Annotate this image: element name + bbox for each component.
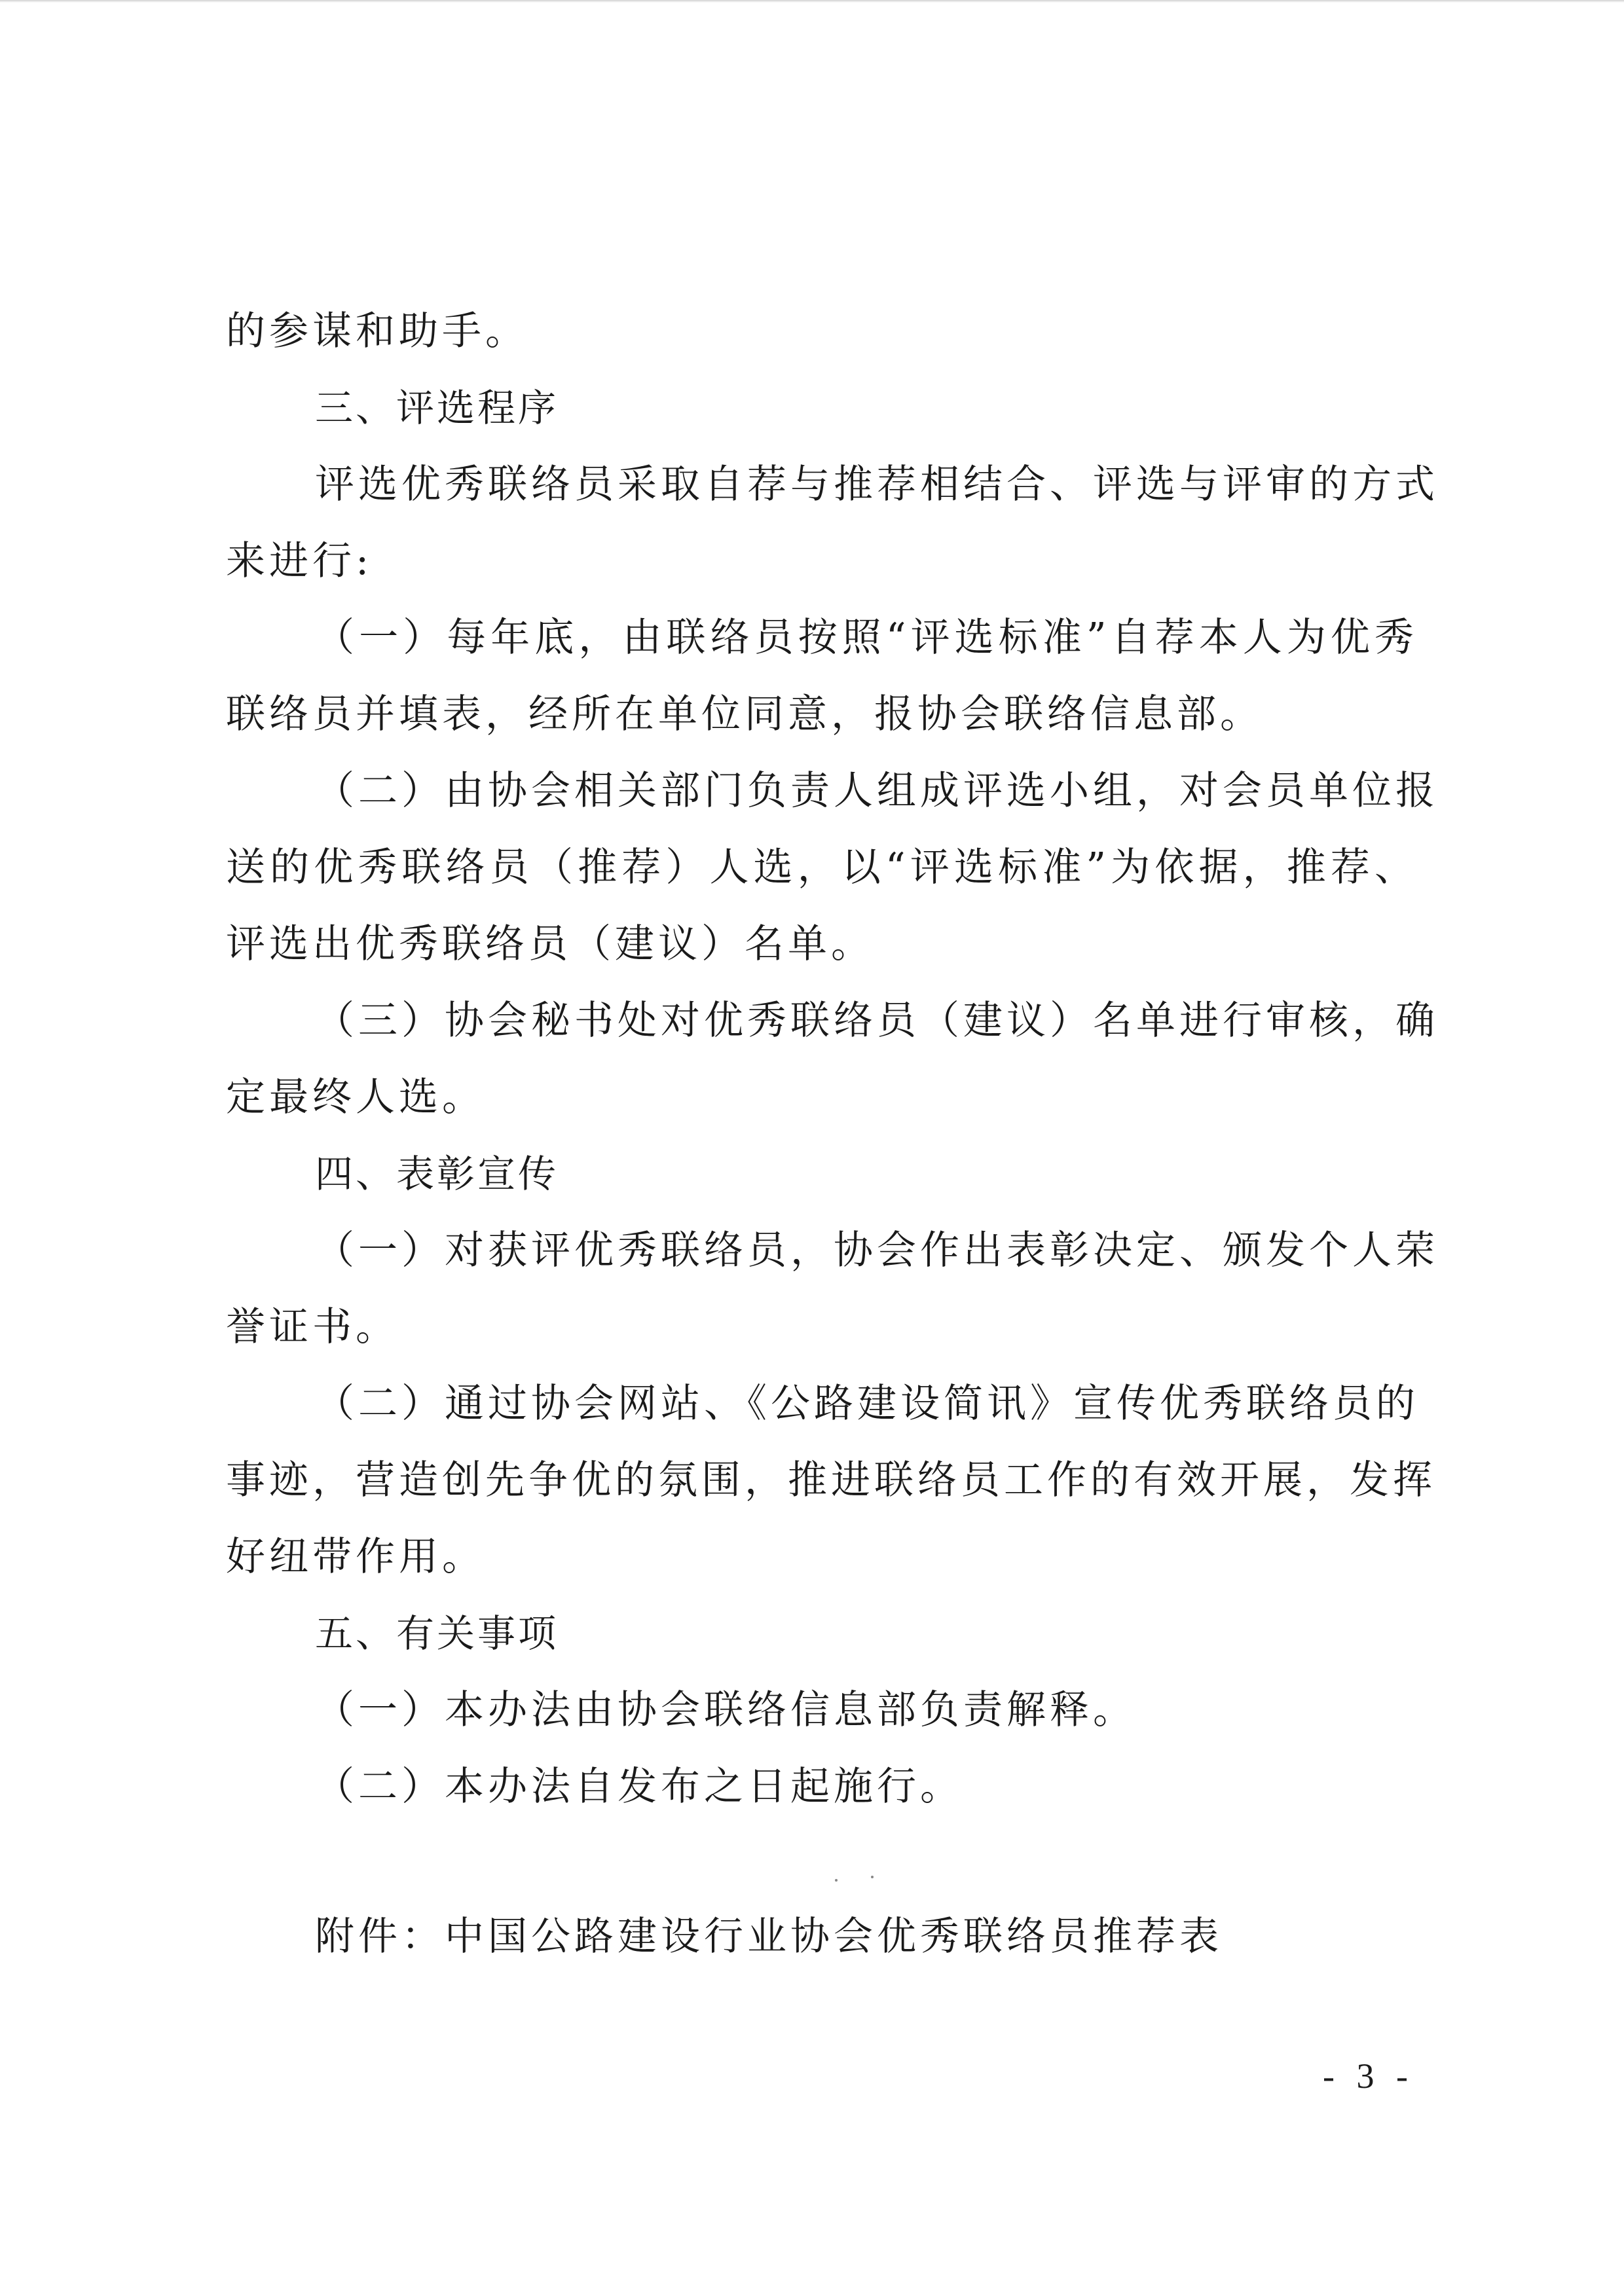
paragraph-line: 评选出优秀联络员（建议）名单。 (226, 921, 874, 967)
document-body (226, 293, 1439, 1825)
section-heading-4: 四、表彰宣传 (315, 1152, 559, 1196)
paragraph-line: （二）本办法自发布之日起施行。 (315, 1764, 963, 1810)
page-number: - 3 - (1323, 2056, 1414, 2096)
paragraph-line: 定最终人选。 (226, 1074, 485, 1120)
section-heading-5: 五、有关事项 (315, 1611, 559, 1656)
paragraph-line: （二）通过协会网站、《公路建设简讯》宣传优秀联络员的 (315, 1381, 1419, 1427)
paragraph-line: （一）每年底，由联络员按照“评选标准”自荐本人为优秀 (315, 615, 1418, 661)
scan-speck (835, 1879, 838, 1882)
paragraph-line: （一）对获评优秀联络员，协会作出表彰决定、颁发个人荣 (315, 1228, 1439, 1273)
paragraph-line: 联络员并填表，经所在单位同意，报协会联络信息部。 (226, 691, 1263, 737)
paragraph-line: 誉证书。 (226, 1304, 399, 1350)
paragraph-line: 来进行: (226, 538, 373, 584)
scan-speck (871, 1876, 874, 1878)
attachment-line: 附件：中国公路建设行业协会优秀联络员推荐表 (315, 1914, 1223, 1959)
scan-top-edge (0, 0, 1624, 3)
paragraph-line: 的参谋和助手。 (226, 308, 528, 354)
paragraph-line: 评选优秀联络员采取自荐与推荐相结合、评选与评审的方式 (315, 462, 1439, 507)
paragraph-line: （三）协会秘书处对优秀联络员（建议）名单进行审核，确 (315, 998, 1439, 1044)
section-heading-3: 三、评选程序 (315, 386, 559, 430)
paragraph-line: （二）由协会相关部门负责人组成评选小组，对会员单位报 (315, 768, 1439, 814)
paragraph-line: （一）本办法由协会联络信息部负责解释。 (315, 1687, 1136, 1733)
paragraph-line: 事迹，营造创先争优的氛围，推进联络员工作的有效开展，发挥 (226, 1457, 1436, 1503)
paragraph-line: 送的优秀联络员（推荐）人选，以“评选标准”为依据，推荐、 (226, 845, 1418, 890)
paragraph-line: 好纽带作用。 (226, 1534, 485, 1580)
